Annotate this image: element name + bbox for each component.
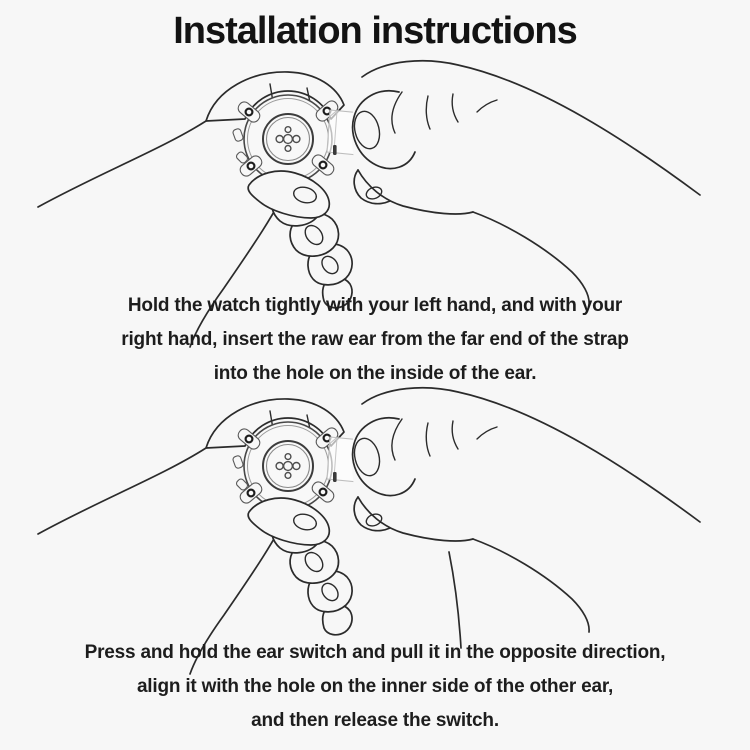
step2-caption xyxy=(0,636,750,738)
caption-line: into the hole on the inside of the ear. xyxy=(213,363,537,384)
caption-line: Press and hold the ear switch and pull it in the opposite direction, xyxy=(84,642,666,663)
caption-line: Hold the watch tightly with your left hand, and with your xyxy=(127,295,623,316)
page-title: Installation instructions xyxy=(173,10,577,52)
step1-caption xyxy=(0,289,750,391)
index-finger-extension-line xyxy=(449,552,461,648)
caption-line: align it with the hole on the inner side of the other ear, xyxy=(136,676,614,697)
caption-line: right hand, insert the raw ear from the far end of the strap xyxy=(121,329,629,350)
caption-line: and then release the switch. xyxy=(251,710,499,731)
